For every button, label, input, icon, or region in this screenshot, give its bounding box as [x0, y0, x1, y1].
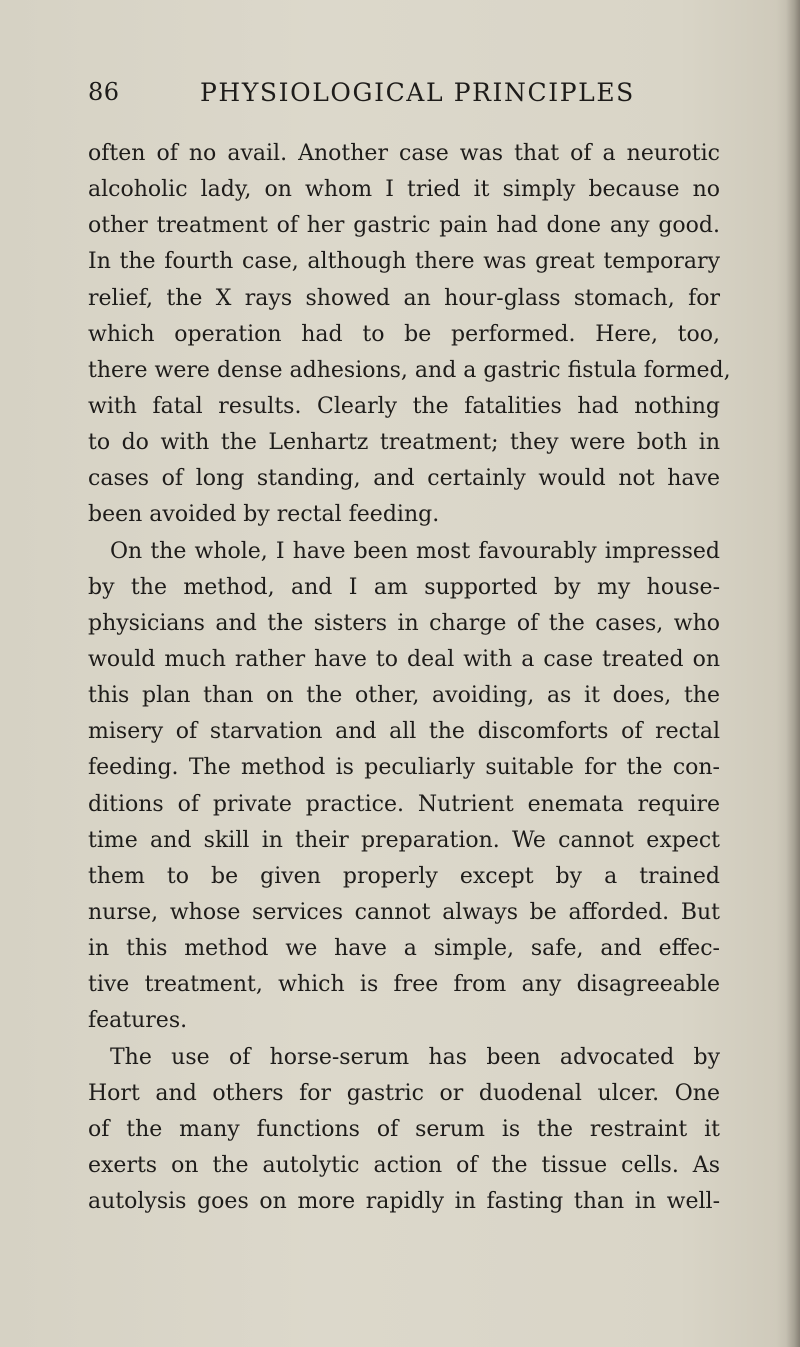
text-line: to do with the Lenhartz treatment; they were both in: [88, 430, 720, 456]
text-line: this plan than on the other, avoiding, as it does, the: [88, 683, 720, 709]
text-line: often of no avail. Another case was that of a neurotic: [88, 141, 720, 166]
text-line: exerts on the autolytic action of the tissue cells. As: [88, 1152, 720, 1178]
text-line: Hort and others for gastric or duodenal ulcer. One: [88, 1080, 720, 1106]
text-line: other treatment of her gastric pain had done any good.: [88, 213, 720, 239]
text-line: autolysis goes on more rapidly in fasting than in well-: [88, 1189, 720, 1215]
page-number: 86: [88, 78, 120, 106]
text-line: physicians and the sisters in charge of the cases, who: [88, 610, 720, 636]
text-line: features.: [88, 1008, 188, 1034]
text-line: The use of horse-serum has been advocated by: [110, 1044, 720, 1070]
text-line: in this method we have a simple, safe, and effec-: [88, 936, 720, 962]
page-edge-shadow: [786, 0, 800, 1347]
text-line: which operation had to be performed. Here, too,: [88, 321, 720, 347]
text-line: them to be given properly except by a trained: [88, 863, 720, 889]
body-text: [88, 136, 731, 1220]
text-line: by the method, and I am supported by my house-: [88, 574, 720, 600]
running-head: PHYSIOLOGICAL PRINCIPLES: [200, 78, 635, 107]
text-line: nurse, whose services cannot always be afforded. But: [88, 899, 720, 925]
text-line: On the whole, I have been most favourably impressed: [110, 538, 720, 564]
text-line: tive treatment, which is free from any disagreeable: [88, 972, 720, 998]
text-line: of the many functions of serum is the restraint it: [88, 1116, 720, 1142]
text-line: cases of long standing, and certainly would not have: [88, 466, 720, 492]
text-line: time and skill in their preparation. We cannot expect: [88, 827, 720, 853]
text-line: there were dense adhesions, and a gastric fistula formed,: [88, 357, 731, 383]
text-line: would much rather have to deal with a case treated on: [88, 646, 720, 672]
text-line: feeding. The method is peculiarly suitable for the con-: [88, 755, 720, 781]
text-line: misery of starvation and all the discomforts of rectal: [88, 719, 720, 745]
page-header: [88, 78, 720, 118]
text-line: relief, the X rays showed an hour-glass stomach, for: [88, 285, 720, 311]
text-line: been avoided by rectal feeding.: [88, 502, 440, 528]
text-line: In the fourth case, although there was great temporary: [88, 249, 720, 275]
text-line: with fatal results. Clearly the fatalities had nothing: [88, 393, 720, 419]
text-line: ditions of private practice. Nutrient enemata require: [88, 791, 720, 817]
text-line: alcoholic lady, on whom I tried it simply because no: [88, 177, 720, 203]
